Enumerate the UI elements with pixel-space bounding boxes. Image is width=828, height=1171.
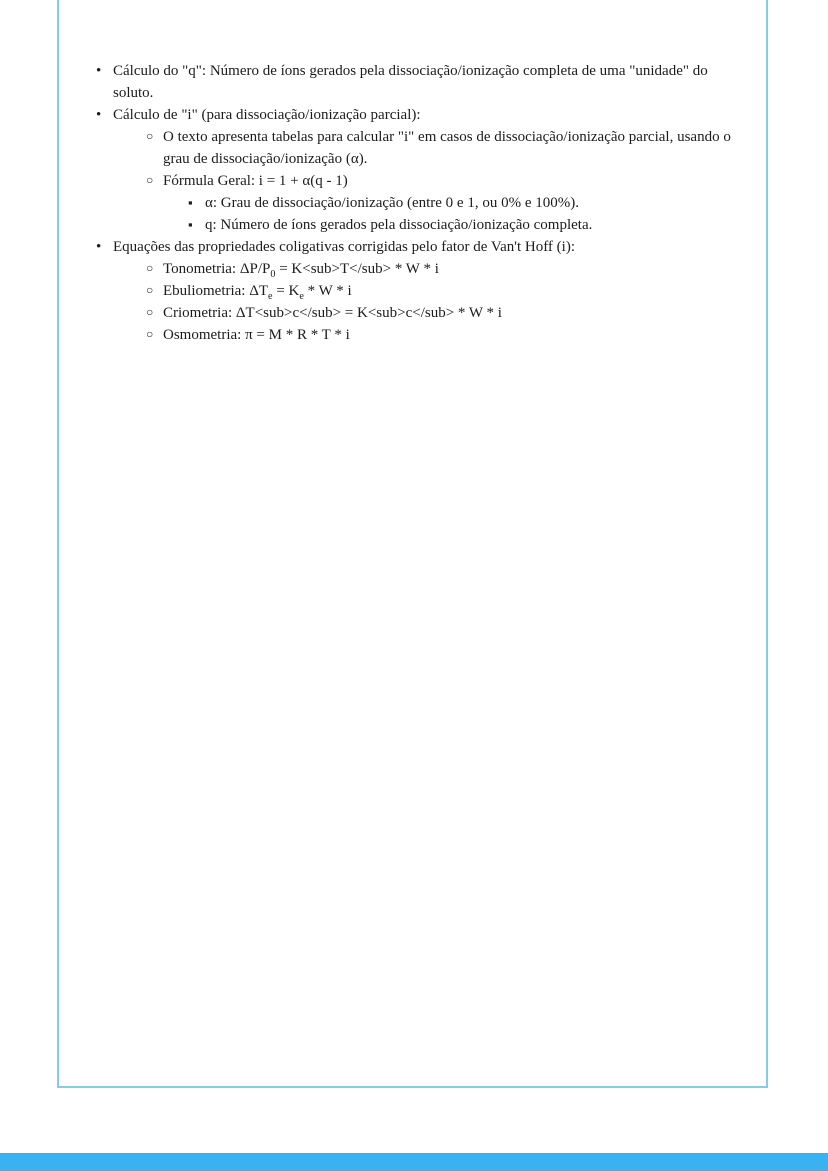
square-bullet-icon: ▪	[188, 195, 193, 210]
list-item	[59, 214, 746, 236]
list-item	[59, 192, 746, 214]
footer-accent-bar	[0, 1153, 828, 1171]
disc-bullet-icon: •	[96, 107, 102, 123]
list-item	[59, 280, 746, 302]
list-item	[59, 236, 746, 258]
disc-bullet-icon: •	[96, 239, 102, 255]
square-bullet-icon: ▪	[188, 217, 193, 232]
circle-bullet-icon: ○	[146, 261, 154, 275]
disc-bullet-icon: •	[96, 63, 102, 79]
list-item-text: Osmometria: π = M * R * T * i	[163, 327, 350, 343]
circle-bullet-icon: ○	[146, 327, 154, 341]
circle-bullet-icon: ○	[146, 305, 154, 319]
list-item	[59, 324, 746, 346]
list-item-text: O texto apresenta tabelas para calcular "i" em casos de dissociação/ionização parcial, usando o grau de dissociação/ionização (α).	[163, 129, 731, 167]
list-item-text: Ebuliometria: $\Delta T_e = K_e * W * i$	[163, 283, 352, 302]
list-item-text: Cálculo de "i" (para dissociação/ionização parcial):	[113, 107, 421, 123]
list-item-text: q: Número de íons gerados pela dissociação/ionização completa.	[205, 217, 593, 233]
list-item-text: Tonometria: $\Delta P/P_0 = K<sub>T</sub> * W * i$	[163, 261, 439, 280]
document-page	[57, 0, 768, 1088]
list-item	[59, 302, 746, 324]
list-item-text: Equações das propriedades coligativas corrigidas pelo fator de Van't Hoff (i):	[113, 239, 575, 255]
list-item	[59, 170, 746, 192]
list-item	[59, 258, 746, 280]
circle-bullet-icon: ○	[146, 283, 154, 297]
list-item	[59, 60, 746, 104]
list-item-text: Cálculo do "q": Número de íons gerados pela dissociação/ionização completa de uma "unidade" do soluto.	[113, 63, 708, 101]
list-item-text: Fórmula Geral: i = 1 + α(q - 1)	[163, 173, 348, 189]
list-item	[59, 104, 746, 126]
circle-bullet-icon: ○	[146, 173, 154, 187]
list-item	[59, 126, 746, 170]
bullet-list	[59, 0, 766, 346]
circle-bullet-icon: ○	[146, 129, 154, 143]
list-item-text: α: Grau de dissociação/ionização (entre 0 e 1, ou 0% e 100%).	[205, 195, 579, 211]
list-item-text: Criometria: ΔT<sub>c</sub> = K<sub>c</sub> * W * i	[163, 305, 502, 321]
